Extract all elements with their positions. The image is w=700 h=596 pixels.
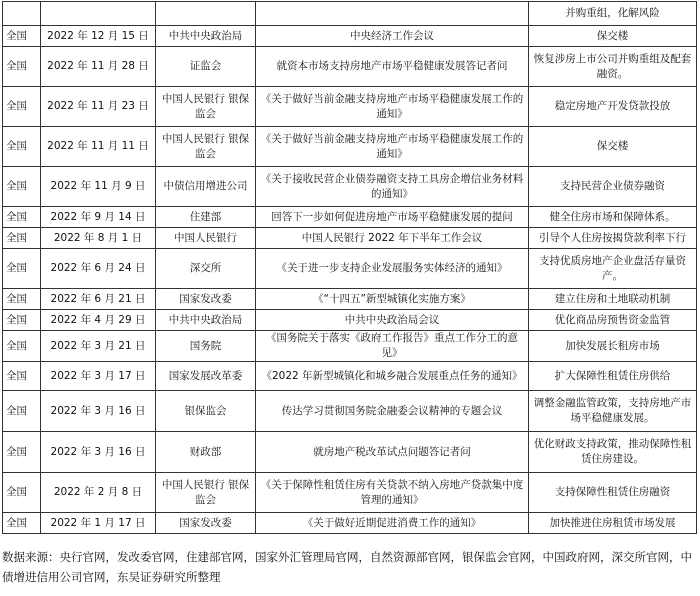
cell-date: 2022 年 12 月 15 日	[41, 26, 156, 47]
cell-document: 中央经济工作会议	[256, 26, 529, 47]
cell-document: 《关于做好当前金融支持房地产市场平稳健康发展工作的通知》	[256, 127, 529, 167]
cell-region: 全国	[3, 473, 41, 513]
cell-agency: 银保监会	[156, 391, 256, 432]
table-row	[3, 473, 697, 513]
cell-document: 中共中央政治局会议	[256, 310, 529, 331]
cell-date: 2022 年 11 月 11 日	[41, 127, 156, 167]
cell-focus: 并购重组，化解风险	[529, 2, 697, 26]
table-row	[3, 167, 697, 207]
cell-date: 2022 年 1 月 17 日	[41, 513, 156, 534]
cell-focus: 优化财政支持政策，推动保障性租赁住房建设。	[529, 432, 697, 473]
cell-region	[3, 2, 41, 26]
cell-region: 全国	[3, 47, 41, 87]
cell-date: 2022 年 8 月 1 日	[41, 228, 156, 249]
cell-document: 《关于进一步支持企业发展服务实体经济的通知》	[256, 249, 529, 289]
cell-focus: 扩大保障性租赁住房供给	[529, 362, 697, 391]
cell-focus: 支持民营企业债券融资	[529, 167, 697, 207]
cell-region: 全国	[3, 228, 41, 249]
cell-document: 就房地产税改革试点问题答记者问	[256, 432, 529, 473]
cell-date: 2022 年 4 月 29 日	[41, 310, 156, 331]
cell-region: 全国	[3, 167, 41, 207]
table-row-top	[3, 2, 697, 26]
table-row	[3, 47, 697, 87]
cell-focus: 加快发展长租房市场	[529, 331, 697, 362]
cell-date: 2022 年 9 月 14 日	[41, 207, 156, 228]
cell-region: 全国	[3, 289, 41, 310]
cell-region: 全国	[3, 26, 41, 47]
table-row	[3, 432, 697, 473]
cell-agency: 中国人民银行	[156, 228, 256, 249]
cell-focus: 保交楼	[529, 26, 697, 47]
cell-agency: 中共中央政治局	[156, 26, 256, 47]
cell-date: 2022 年 11 月 28 日	[41, 47, 156, 87]
cell-agency: 中国人民银行 银保监会	[156, 127, 256, 167]
cell-document: 《国务院关于落实《政府工作报告》重点工作分工的意见》	[256, 331, 529, 362]
cell-region: 全国	[3, 127, 41, 167]
table-row	[3, 127, 697, 167]
table-row	[3, 228, 697, 249]
cell-focus: 支持保障性租赁住房融资	[529, 473, 697, 513]
table-row	[3, 362, 697, 391]
cell-region: 全国	[3, 391, 41, 432]
cell-date: 2022 年 6 月 24 日	[41, 249, 156, 289]
cell-date: 2022 年 6 月 21 日	[41, 289, 156, 310]
cell-date: 2022 年 3 月 17 日	[41, 362, 156, 391]
cell-region: 全国	[3, 513, 41, 534]
cell-agency: 国家发改委	[156, 289, 256, 310]
cell-focus: 加快推进住房租赁市场发展	[529, 513, 697, 534]
cell-date: 2022 年 11 月 9 日	[41, 167, 156, 207]
table-row	[3, 87, 697, 127]
cell-agency: 中国人民银行 银保监会	[156, 87, 256, 127]
cell-document: 《关于接收民营企业债券融资支持工具房企增信业务材料的通知》	[256, 167, 529, 207]
cell-document: 传达学习贯彻国务院金融委会议精神的专题会议	[256, 391, 529, 432]
cell-region: 全国	[3, 331, 41, 362]
policy-table-body	[3, 2, 697, 534]
cell-focus: 恢复涉房上市公司并购重组及配套融资。	[529, 47, 697, 87]
cell-date: 2022 年 3 月 16 日	[41, 432, 156, 473]
cell-document: 《关于保障性租赁住房有关贷款不纳入房地产贷款集中度管理的通知》	[256, 473, 529, 513]
cell-document	[256, 2, 529, 26]
cell-agency: 国务院	[156, 331, 256, 362]
cell-date: 2022 年 3 月 16 日	[41, 391, 156, 432]
cell-region: 全国	[3, 310, 41, 331]
cell-agency: 财政部	[156, 432, 256, 473]
cell-region: 全国	[3, 249, 41, 289]
cell-region: 全国	[3, 87, 41, 127]
cell-focus: 保交楼	[529, 127, 697, 167]
cell-agency: 中国人民银行 银保监会	[156, 473, 256, 513]
cell-document: 回答下一步如何促进房地产市场平稳健康发展的提问	[256, 207, 529, 228]
table-row	[3, 26, 697, 47]
table-row	[3, 391, 697, 432]
cell-date: 2022 年 11 月 23 日	[41, 87, 156, 127]
cell-date: 2022 年 3 月 21 日	[41, 331, 156, 362]
table-row	[3, 310, 697, 331]
table-row	[3, 207, 697, 228]
cell-focus: 调整金融监管政策，支持房地产市场平稳健康发展。	[529, 391, 697, 432]
policy-table	[2, 1, 697, 534]
cell-focus: 优化商品房预售资金监管	[529, 310, 697, 331]
cell-focus: 支持优质房地产企业盘活存量资产。	[529, 249, 697, 289]
cell-document: 中国人民银行 2022 年下半年工作会议	[256, 228, 529, 249]
cell-focus: 健全住房市场和保障体系。	[529, 207, 697, 228]
cell-agency: 中债信用增进公司	[156, 167, 256, 207]
cell-document: 《2022 年新型城镇化和城乡融合发展重点任务的通知》	[256, 362, 529, 391]
cell-document: 《关于做好近期促进消费工作的通知》	[256, 513, 529, 534]
cell-document: 《关于做好当前金融支持房地产市场平稳健康发展工作的通知》	[256, 87, 529, 127]
cell-region: 全国	[3, 432, 41, 473]
cell-region: 全国	[3, 207, 41, 228]
cell-focus: 稳定房地产开发贷款投放	[529, 87, 697, 127]
cell-agency: 国家发改委	[156, 513, 256, 534]
source-footnote: 数据来源：央行官网，发改委官网，住建部官网，国家外汇管理局官网，自然资源部官网，银保监会官网，中国政府网，深交所官网，中债增进信用公司官网，东吴证券研究所整理	[2, 550, 692, 584]
cell-document: 就资本市场支持房地产市场平稳健康发展答记者问	[256, 47, 529, 87]
table-row	[3, 513, 697, 534]
cell-document: 《“十四五”新型城镇化实施方案》	[256, 289, 529, 310]
table-row	[3, 249, 697, 289]
cell-agency	[156, 2, 256, 26]
cell-agency: 深交所	[156, 249, 256, 289]
cell-region: 全国	[3, 362, 41, 391]
cell-date	[41, 2, 156, 26]
cell-focus: 引导个人住房按揭贷款利率下行	[529, 228, 697, 249]
cell-agency: 国家发展改革委	[156, 362, 256, 391]
cell-date: 2022 年 2 月 8 日	[41, 473, 156, 513]
cell-focus: 建立住房和土地联动机制	[529, 289, 697, 310]
cell-agency: 中共中央政治局	[156, 310, 256, 331]
table-row	[3, 331, 697, 362]
cell-agency: 住建部	[156, 207, 256, 228]
table-row	[3, 289, 697, 310]
cell-agency: 证监会	[156, 47, 256, 87]
